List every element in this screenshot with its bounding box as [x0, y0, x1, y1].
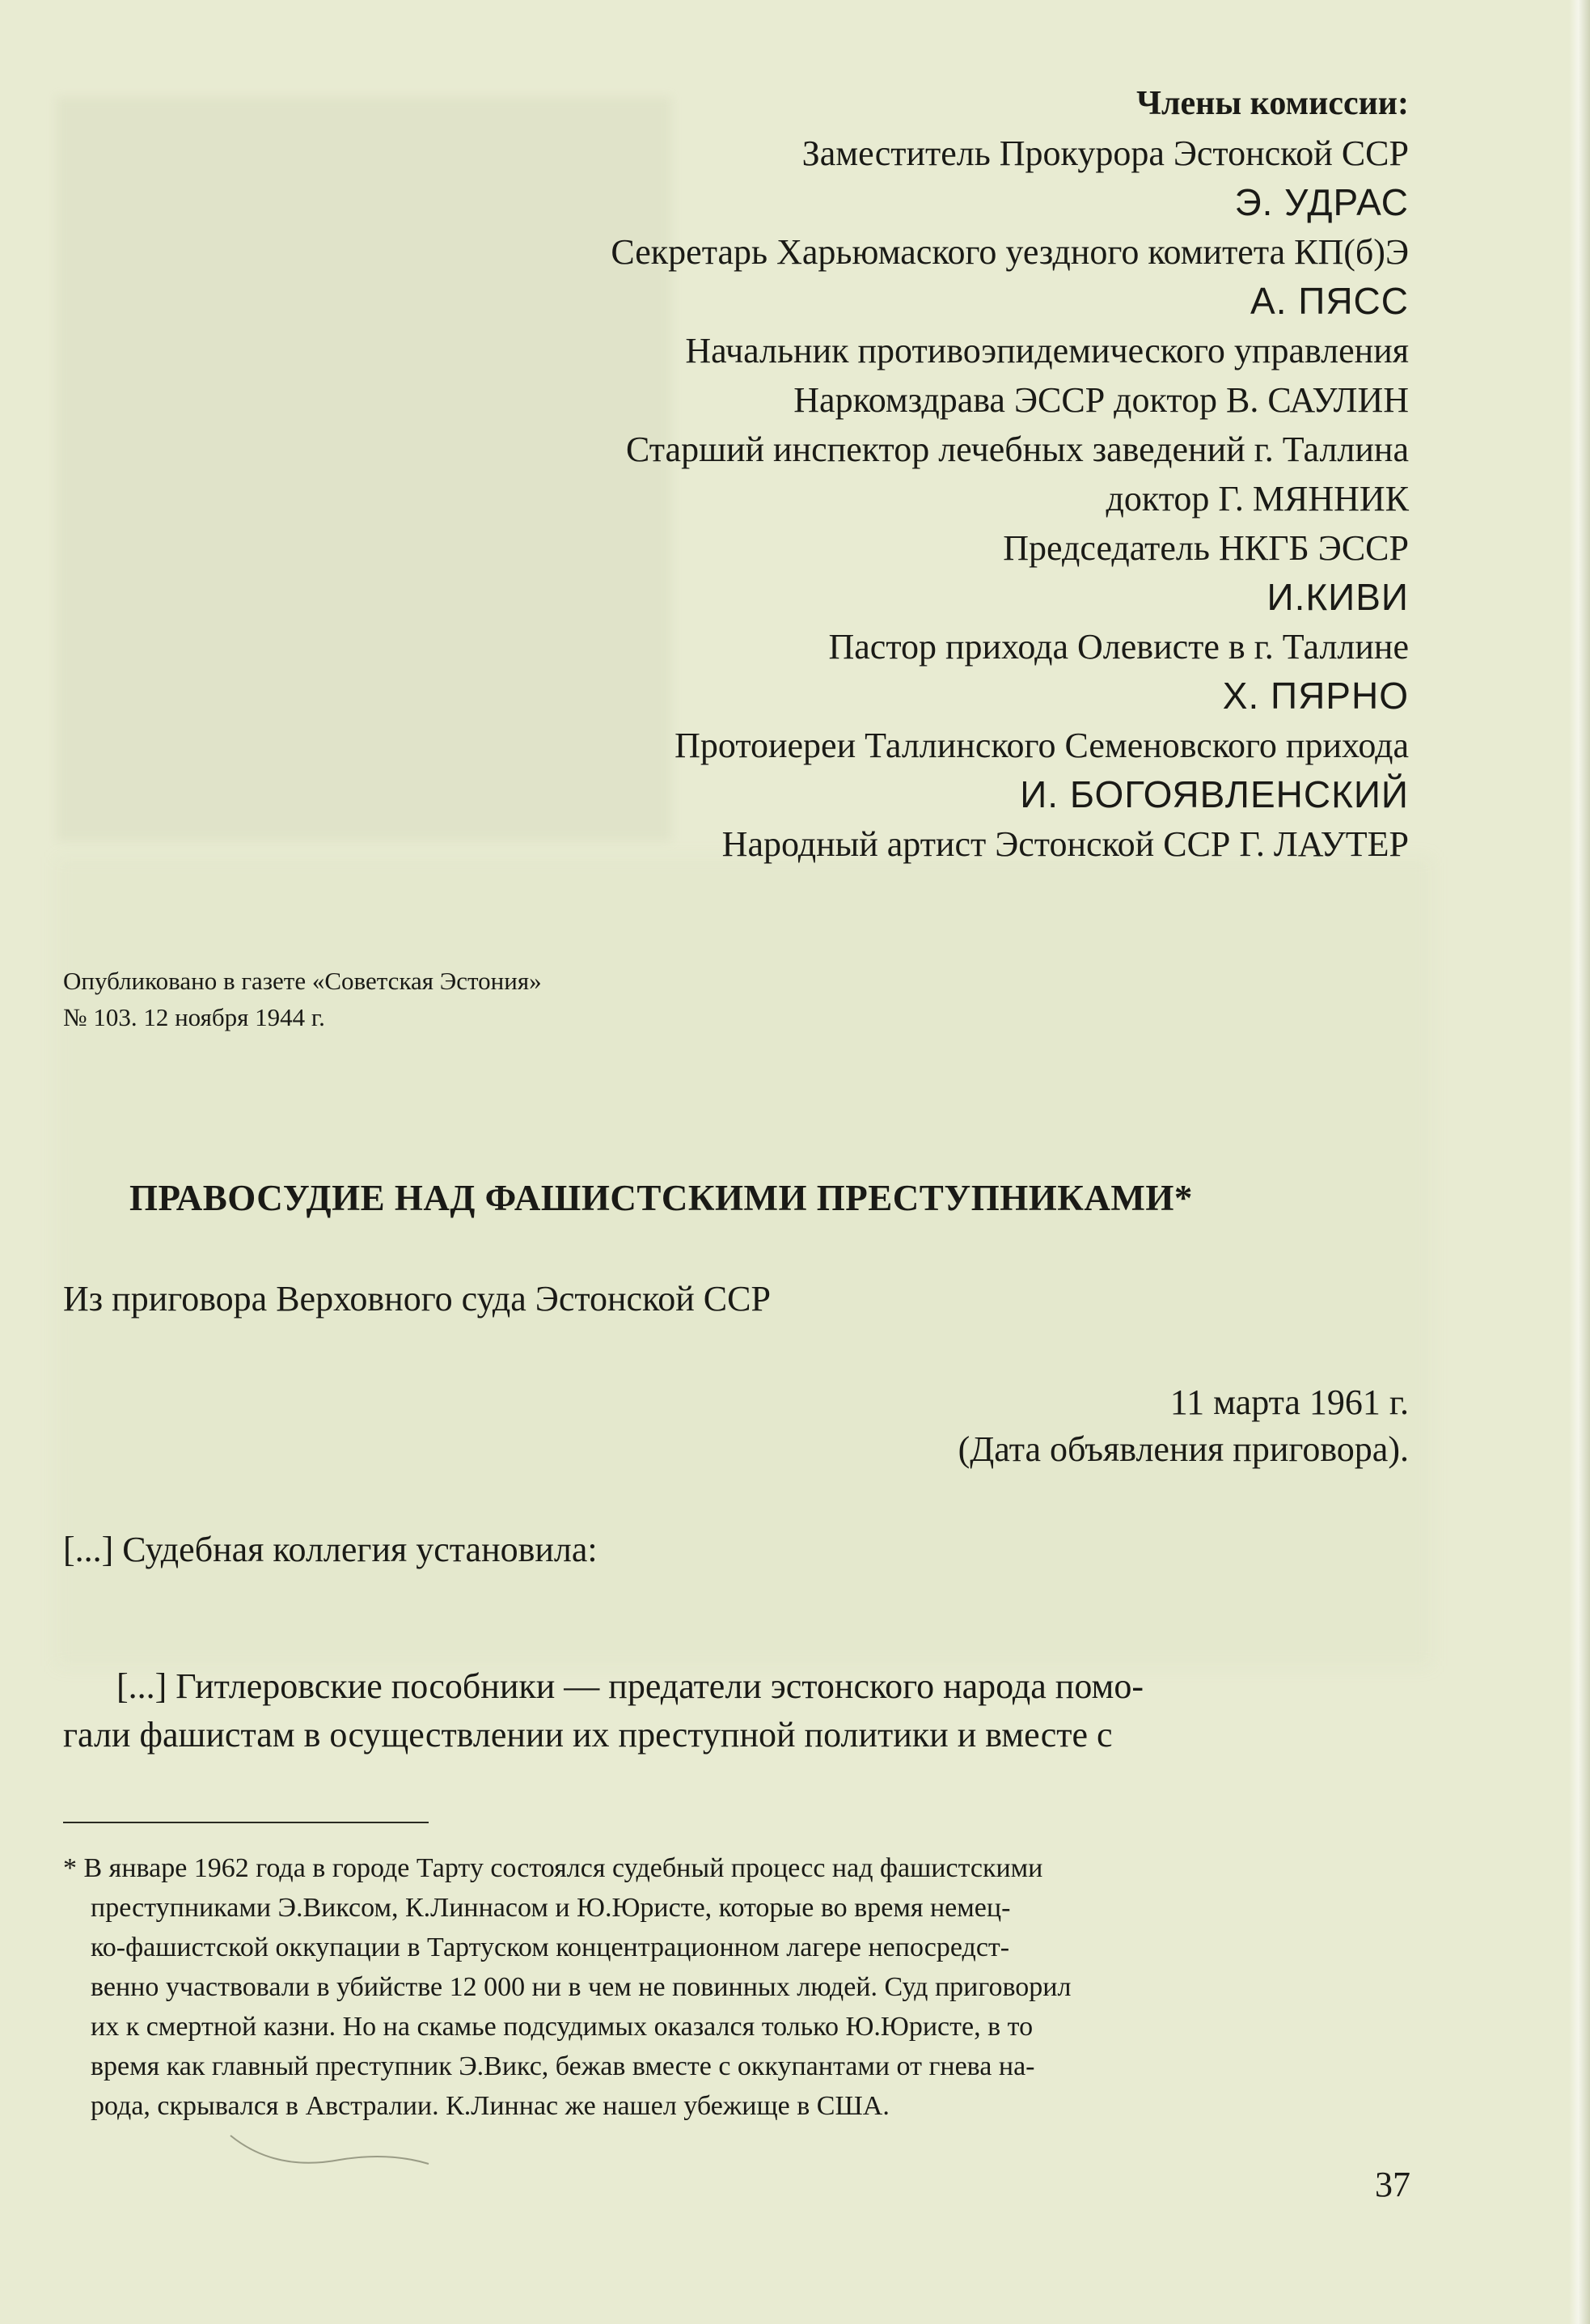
footnote	[63, 1848, 1415, 2126]
footnote-line: рода, скрывался в Австралии. К.Линнас же нашел убежище в США.	[91, 2091, 890, 2121]
verdict-date-note: (Дата объявления приговора).	[958, 1429, 1409, 1469]
publication-note	[63, 963, 542, 1035]
commission-name: А. ПЯСС	[1250, 280, 1409, 322]
publication-issue: № 103. 12 ноября 1944 г.	[63, 1003, 325, 1031]
verdict-date-block	[958, 1379, 1409, 1473]
commission-line: Заместитель Прокурора Эстонской ССР	[801, 133, 1409, 173]
publication-source: Опубликовано в газете «Советская Эстония»	[63, 967, 542, 995]
commission-line: Наркомздрава ЭССР доктор В. САУЛИН	[793, 380, 1409, 420]
footnote-line: * В январе 1962 года в городе Тарту состоялся судебный процесс над фашистскими	[63, 1853, 1043, 1883]
commission-line: Председатель НКГБ ЭССР	[1003, 528, 1409, 568]
footnote-line: их к смертной казни. Но на скамье подсудимых оказался только Ю.Юристе, в то	[91, 2012, 1034, 2042]
commission-line: Пастор прихода Олевисте в г. Таллине	[828, 627, 1409, 667]
stray-ink-mark	[226, 2127, 437, 2176]
commission-line: Начальник противоэпидемического управления	[685, 331, 1409, 370]
footnote-divider	[63, 1822, 429, 1823]
commission-members-block	[196, 79, 1409, 869]
body-paragraph-line: гали фашистам в осуществлении их преступной политики и вместе с	[63, 1715, 1113, 1755]
commission-name: Э. УДРАС	[1234, 181, 1409, 223]
footnote-line: венно участвовали в убийстве 12 000 ни в чем не повинных людей. Суд приговорил	[91, 1972, 1072, 2002]
commission-line: Народный артист Эстонской ССР Г. ЛАУТЕР	[721, 824, 1409, 864]
footnote-line: время как главный преступник Э.Викс, бежав вместе с оккупантами от гнева на-	[91, 2051, 1035, 2081]
commission-line: доктор Г. МЯННИК	[1106, 479, 1409, 519]
verdict-date: 11 марта 1961 г.	[1169, 1382, 1409, 1422]
commission-name: Х. ПЯРНО	[1222, 675, 1409, 717]
commission-name: И.КИВИ	[1267, 576, 1409, 618]
body-paragraph-line: [...] Гитлеровские пособники — предатели эстонского народа помо-	[116, 1666, 1144, 1706]
commission-line: Протоиереи Таллинского Семеновского прихода	[674, 726, 1409, 765]
section-title: ПРАВОСУДИЕ НАД ФАШИСТСКИМИ ПРЕСТУПНИКАМИ*	[129, 1178, 1193, 1218]
commission-line: Секретарь Харьюмаского уездного комитета КП(б)Э	[611, 232, 1409, 272]
section-subtitle: Из приговора Верховного суда Эстонской ССР	[63, 1279, 771, 1319]
commission-name: И. БОГОЯВЛЕНСКИЙ	[1020, 773, 1409, 815]
footnote-line: преступниками Э.Виксом, К.Линнасом и Ю.Юристе, которые во время немец-	[91, 1893, 1011, 1923]
commission-line: Старший инспектор лечебных заведений г. Таллина	[626, 430, 1409, 469]
page-number: 37	[1375, 2165, 1410, 2204]
body-paragraph-2	[63, 1662, 1409, 1759]
footnote-line: ко-фашистской оккупации в Тартуском концентрационном лагере непосредст-	[91, 1932, 1010, 1962]
body-paragraph-1: [...] Судебная коллегия установила:	[63, 1530, 598, 1569]
page-edge	[1569, 0, 1590, 2324]
commission-heading: Члены комиссии:	[1136, 85, 1409, 122]
